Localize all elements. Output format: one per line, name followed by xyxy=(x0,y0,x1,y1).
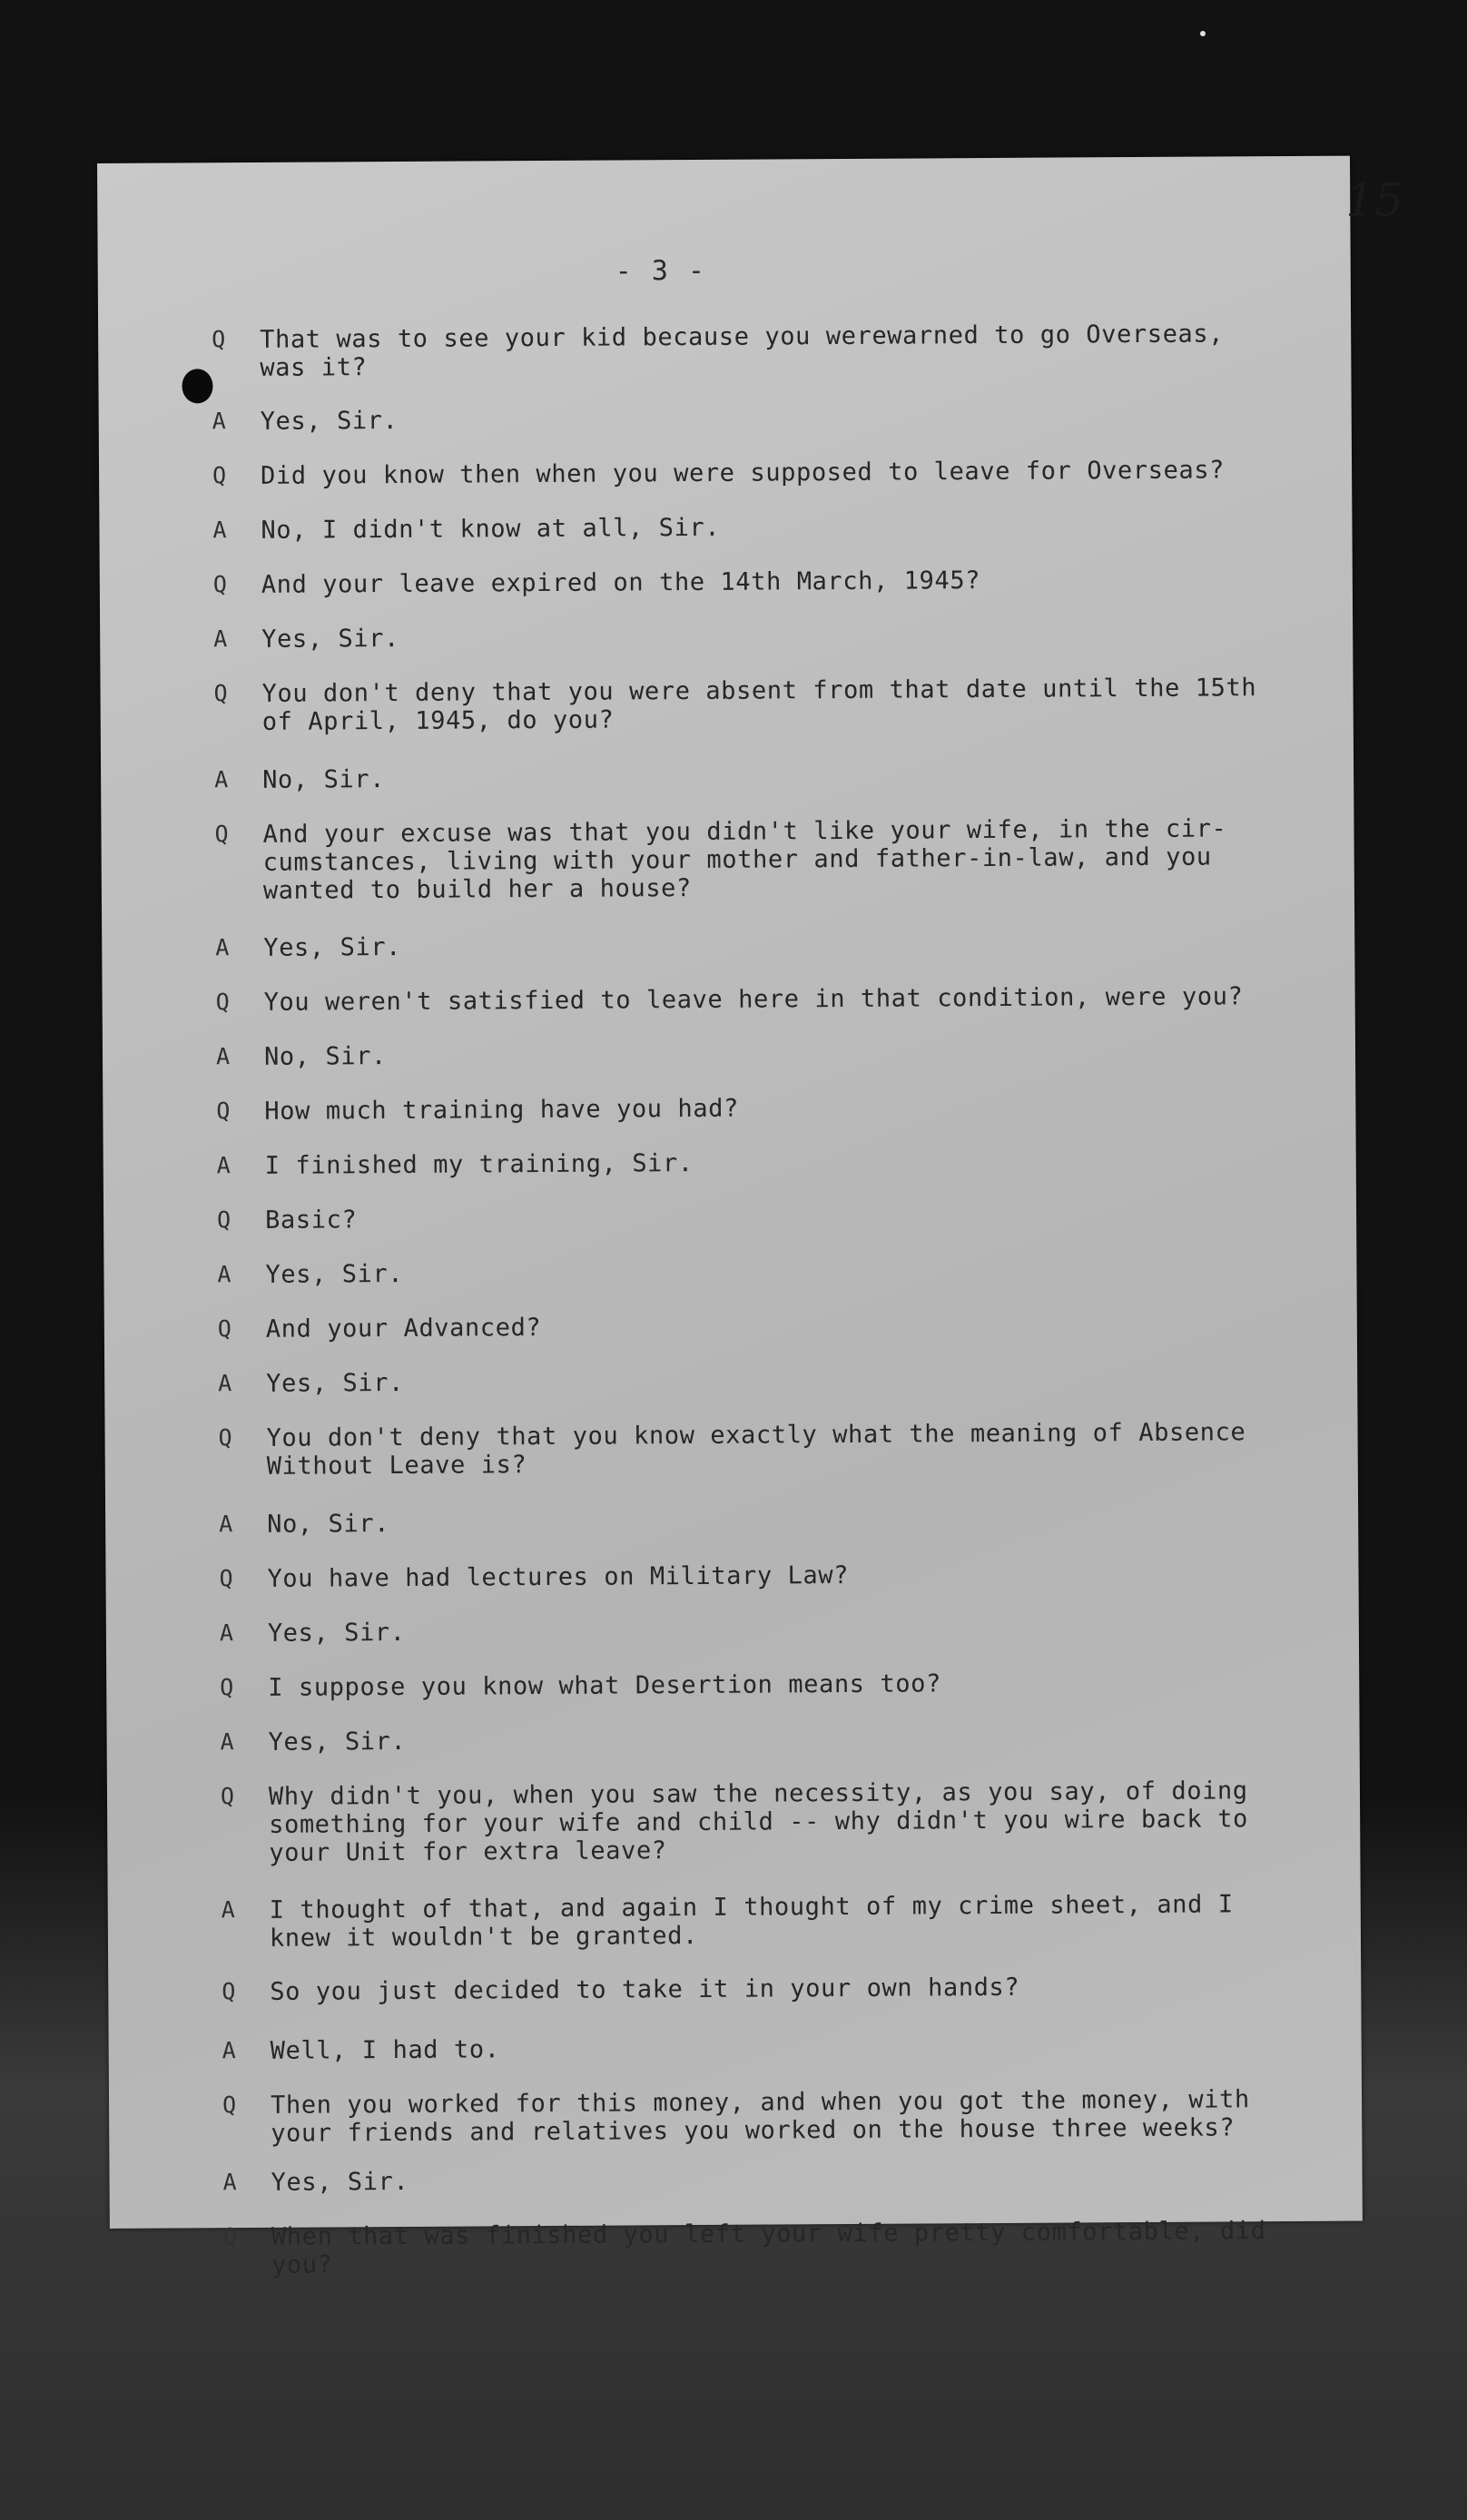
answer-entry xyxy=(106,1613,1359,1648)
speaker-label: Q xyxy=(222,2223,238,2250)
speaker-label: A xyxy=(222,2037,236,2064)
speaker-label: A xyxy=(217,1261,231,1288)
speaker-label: A xyxy=(212,408,226,435)
question-entry xyxy=(106,1668,1359,1702)
answer-text: Yes, Sir. xyxy=(263,932,402,962)
question-text: And your Advanced? xyxy=(265,1314,542,1344)
speaker-label: A xyxy=(220,1728,234,1756)
question-text: Basic? xyxy=(265,1206,358,1235)
question-text: Did you know then when you were supposed to leave for Overseas? xyxy=(261,456,1226,490)
answer-text: No, I didn't know at all, Sir. xyxy=(261,513,721,545)
question-entry xyxy=(105,1559,1358,1593)
speaker-label: A xyxy=(215,1043,231,1070)
speaker-label: A xyxy=(216,1152,231,1179)
question-entry xyxy=(98,320,1351,382)
speaker-label: Q xyxy=(212,571,227,598)
question-entry xyxy=(101,814,1354,905)
question-text: How much training have you had? xyxy=(264,1094,739,1126)
speaker-label: A xyxy=(222,2169,237,2196)
speaker-label: Q xyxy=(222,1978,236,2005)
answer-entry xyxy=(110,2162,1363,2197)
question-entry xyxy=(103,1091,1355,1126)
speaker-label: A xyxy=(212,517,227,544)
answer-text: Yes, Sir. xyxy=(261,624,400,654)
document-page xyxy=(97,156,1404,2279)
question-entry xyxy=(108,1972,1361,2006)
answer-text: Yes, Sir. xyxy=(268,1727,407,1757)
question-text: Why didn't you, when you saw the necessity, as you say, of doing something for your wife and child -- why didn't you wire back to your Unit for extra leave? xyxy=(268,1777,1249,1867)
speaker-label: A xyxy=(221,1896,235,1924)
question-entry xyxy=(103,1200,1356,1235)
question-text: I suppose you know what Desertion means too? xyxy=(268,1669,941,1702)
answer-entry xyxy=(103,1037,1355,1071)
speaker-label: Q xyxy=(215,989,230,1016)
answer-entry xyxy=(101,760,1354,794)
answer-entry xyxy=(102,928,1354,962)
speaker-label: Q xyxy=(220,1674,234,1701)
question-text: Then you worked for this money, and when you got the money, with your friends and relatives you worked on the house three weeks? xyxy=(270,2085,1250,2148)
speaker-label: A xyxy=(218,1370,232,1397)
answer-text: Yes, Sir. xyxy=(267,1618,406,1648)
question-text: When that was finished you left your wife pretty comfortable, did you? xyxy=(271,2217,1266,2279)
question-text: That was to see your kid because you werewarned to go Overseas, was it? xyxy=(260,320,1225,382)
speaker-label: A xyxy=(219,1619,234,1647)
answer-text: Well, I had to. xyxy=(270,2035,500,2065)
speaker-label: Q xyxy=(218,1424,232,1452)
answer-text: Yes, Sir. xyxy=(265,1259,404,1289)
question-entry xyxy=(99,456,1352,490)
answer-text: Yes, Sir. xyxy=(271,2167,409,2197)
speaker-label: Q xyxy=(216,1098,231,1125)
speaker-label: A xyxy=(213,625,228,653)
speaker-label: A xyxy=(219,1511,233,1538)
answer-text: Yes, Sir. xyxy=(266,1368,405,1398)
answer-entry xyxy=(109,2031,1362,2065)
question-text: You have had lectures on Military Law? xyxy=(267,1560,850,1593)
ink-blot xyxy=(182,369,212,403)
speaker-label: Q xyxy=(222,2092,237,2119)
question-text: And your excuse was that you didn't like your wife, in the cir- cumstances, living with your mother and father-in-law, and you wanted to build her a house? xyxy=(262,814,1227,905)
question-entry xyxy=(104,1418,1357,1481)
answer-entry xyxy=(103,1255,1356,1289)
speaker-label: Q xyxy=(217,1206,231,1234)
speaker-label: Q xyxy=(212,462,227,489)
answer-entry xyxy=(105,1504,1358,1539)
page-heading: - 3 - xyxy=(615,254,707,288)
question-text: You don't deny that you know exactly what the meaning of Absence Without Leave is? xyxy=(266,1418,1246,1481)
answer-text: No, Sir. xyxy=(263,1042,387,1071)
speaker-label: Q xyxy=(212,326,226,353)
speaker-label: Q xyxy=(217,1315,231,1343)
answer-entry xyxy=(108,1890,1361,1953)
answer-entry xyxy=(99,510,1352,545)
answer-text: No, Sir. xyxy=(267,1510,390,1539)
interrogation-transcript xyxy=(97,156,1350,2279)
question-entry xyxy=(100,565,1353,599)
dust-speck xyxy=(1200,31,1206,36)
answer-text: I finished my training, Sir. xyxy=(264,1149,694,1180)
question-entry xyxy=(110,2217,1363,2279)
answer-entry xyxy=(107,1722,1360,1757)
answer-text: No, Sir. xyxy=(262,765,386,794)
speaker-label: Q xyxy=(219,1565,233,1592)
question-text: You weren't satisfied to leave here in that condition, were you? xyxy=(263,982,1244,1017)
question-entry xyxy=(109,2085,1362,2148)
question-entry xyxy=(107,1777,1360,1867)
speaker-label: A xyxy=(214,766,229,793)
answer-entry xyxy=(100,619,1353,654)
speaker-label: A xyxy=(215,934,230,961)
question-text: So you just decided to take it in your own hands? xyxy=(270,1973,1020,2006)
speaker-label: Q xyxy=(214,821,229,848)
question-text: You don't deny that you were absent from that date until the 15th of April, 1945, do you? xyxy=(261,674,1257,736)
question-entry xyxy=(100,674,1353,736)
answer-text: I thought of that, and again I thought of my crime sheet, and I knew it wouldn't be granted. xyxy=(269,1890,1234,1953)
answer-entry xyxy=(104,1363,1357,1398)
speaker-label: Q xyxy=(220,1783,235,1810)
answer-text: Yes, Sir. xyxy=(260,406,399,436)
answer-entry xyxy=(103,1146,1356,1180)
question-entry xyxy=(103,982,1355,1017)
speaker-label: Q xyxy=(213,680,228,707)
answer-entry xyxy=(99,401,1352,436)
question-text: And your leave expired on the 14th March, 1945? xyxy=(261,566,981,599)
question-entry xyxy=(104,1309,1357,1344)
handwritten-page-number: 15 xyxy=(1345,173,1404,227)
